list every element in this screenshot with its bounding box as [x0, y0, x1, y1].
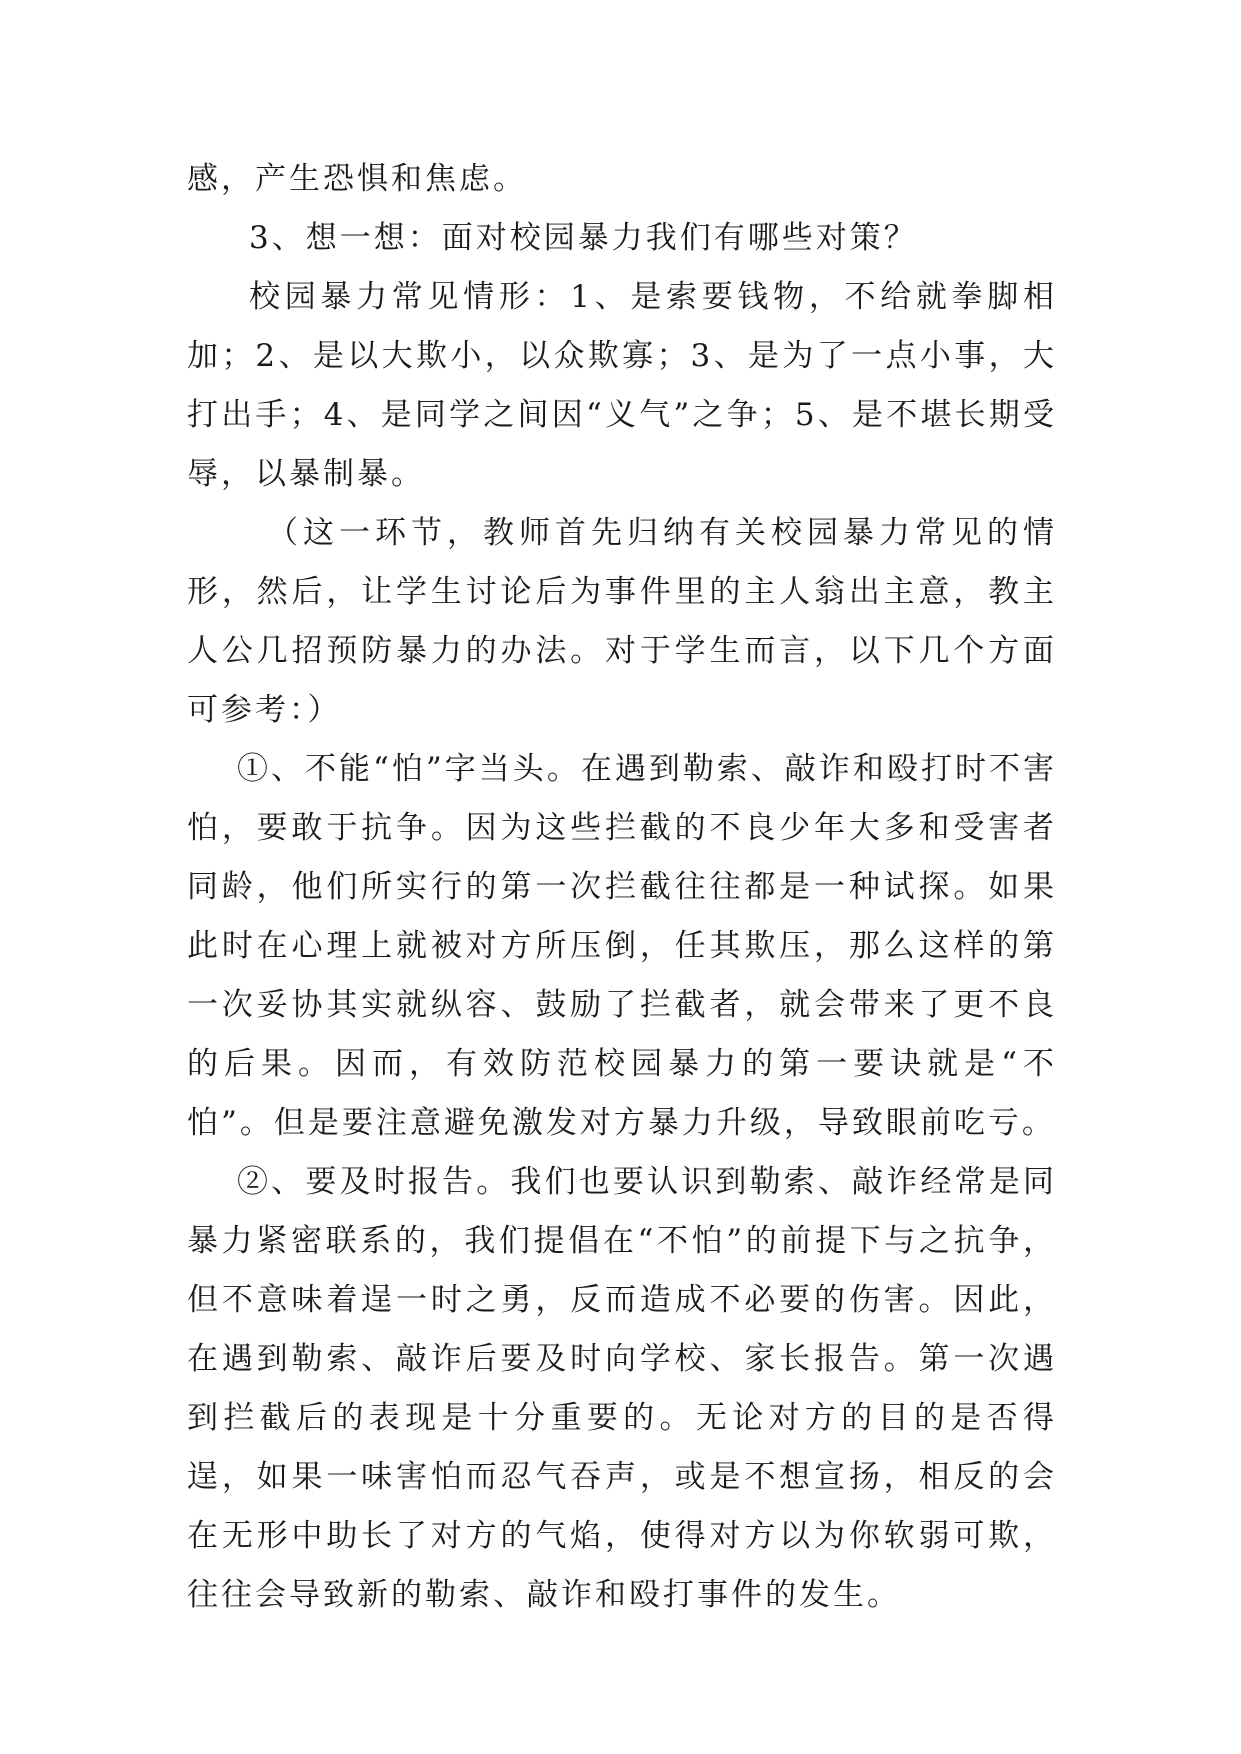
paragraph-point-2: ②、要及时报告。我们也要认识到勒索、敲诈经常是同暴力紧密联系的，我们提倡在“不怕”的前提下与之抗争，但不意味着逞一时之勇，反而造成不必要的伤害。因此，在遇到勒索、敲诈后要及时向学校、家长报告。第一次遇到拦截后的表现是十分重要的。无论对方的目的是否得逞，如果一味害怕而忍气吞声，或是不想宣扬，相反的会在无形中助长了对方的气焰，使得对方以为你软弱可欺，往往会导致新的勒索、敲诈和殴打事件的发生。 [187, 1164, 1057, 1613]
paragraph-continuation: 感，产生恐惧和焦虑。 [187, 161, 527, 197]
paragraph-point-1: ①、不能“怕”字当头。在遇到勒索、敲诈和殴打时不害怕，要敢于抗争。因为这些拦截的不良少年大多和受害者同龄，他们所实行的第一次拦截往往都是一种试探。如果此时在心理上就被对方所压倒，任其欺压，那么这样的第一次妥协其实就纵容、鼓励了拦截者，就会带来了更不良的后果。因而，有效防范校园暴力的第一要诀就是“不怕”。但是要注意避免激发对方暴力升级，导致眼前吃亏。 [187, 751, 1057, 1141]
paragraph-section-heading: 3、想一想：面对校园暴力我们有哪些对策？ [249, 220, 918, 256]
paragraph-common-situations: 校园暴力常见情形：1、是索要钱物，不给就拳脚相加；2、是以大欺小，以众欺寡；3、是为了一点小事，大打出手；4、是同学之间因“义气”之争；5、是不堪长期受辱，以暴制暴。 [187, 279, 1057, 492]
paragraph-teacher-note: （这一环节，教师首先归纳有关校园暴力常见的情形，然后，让学生讨论后为事件里的主人翁出主意，教主人公几招预防暴力的办法。对于学生而言，以下几个方面可参考：） [187, 515, 1057, 728]
document-body [187, 150, 1057, 1625]
